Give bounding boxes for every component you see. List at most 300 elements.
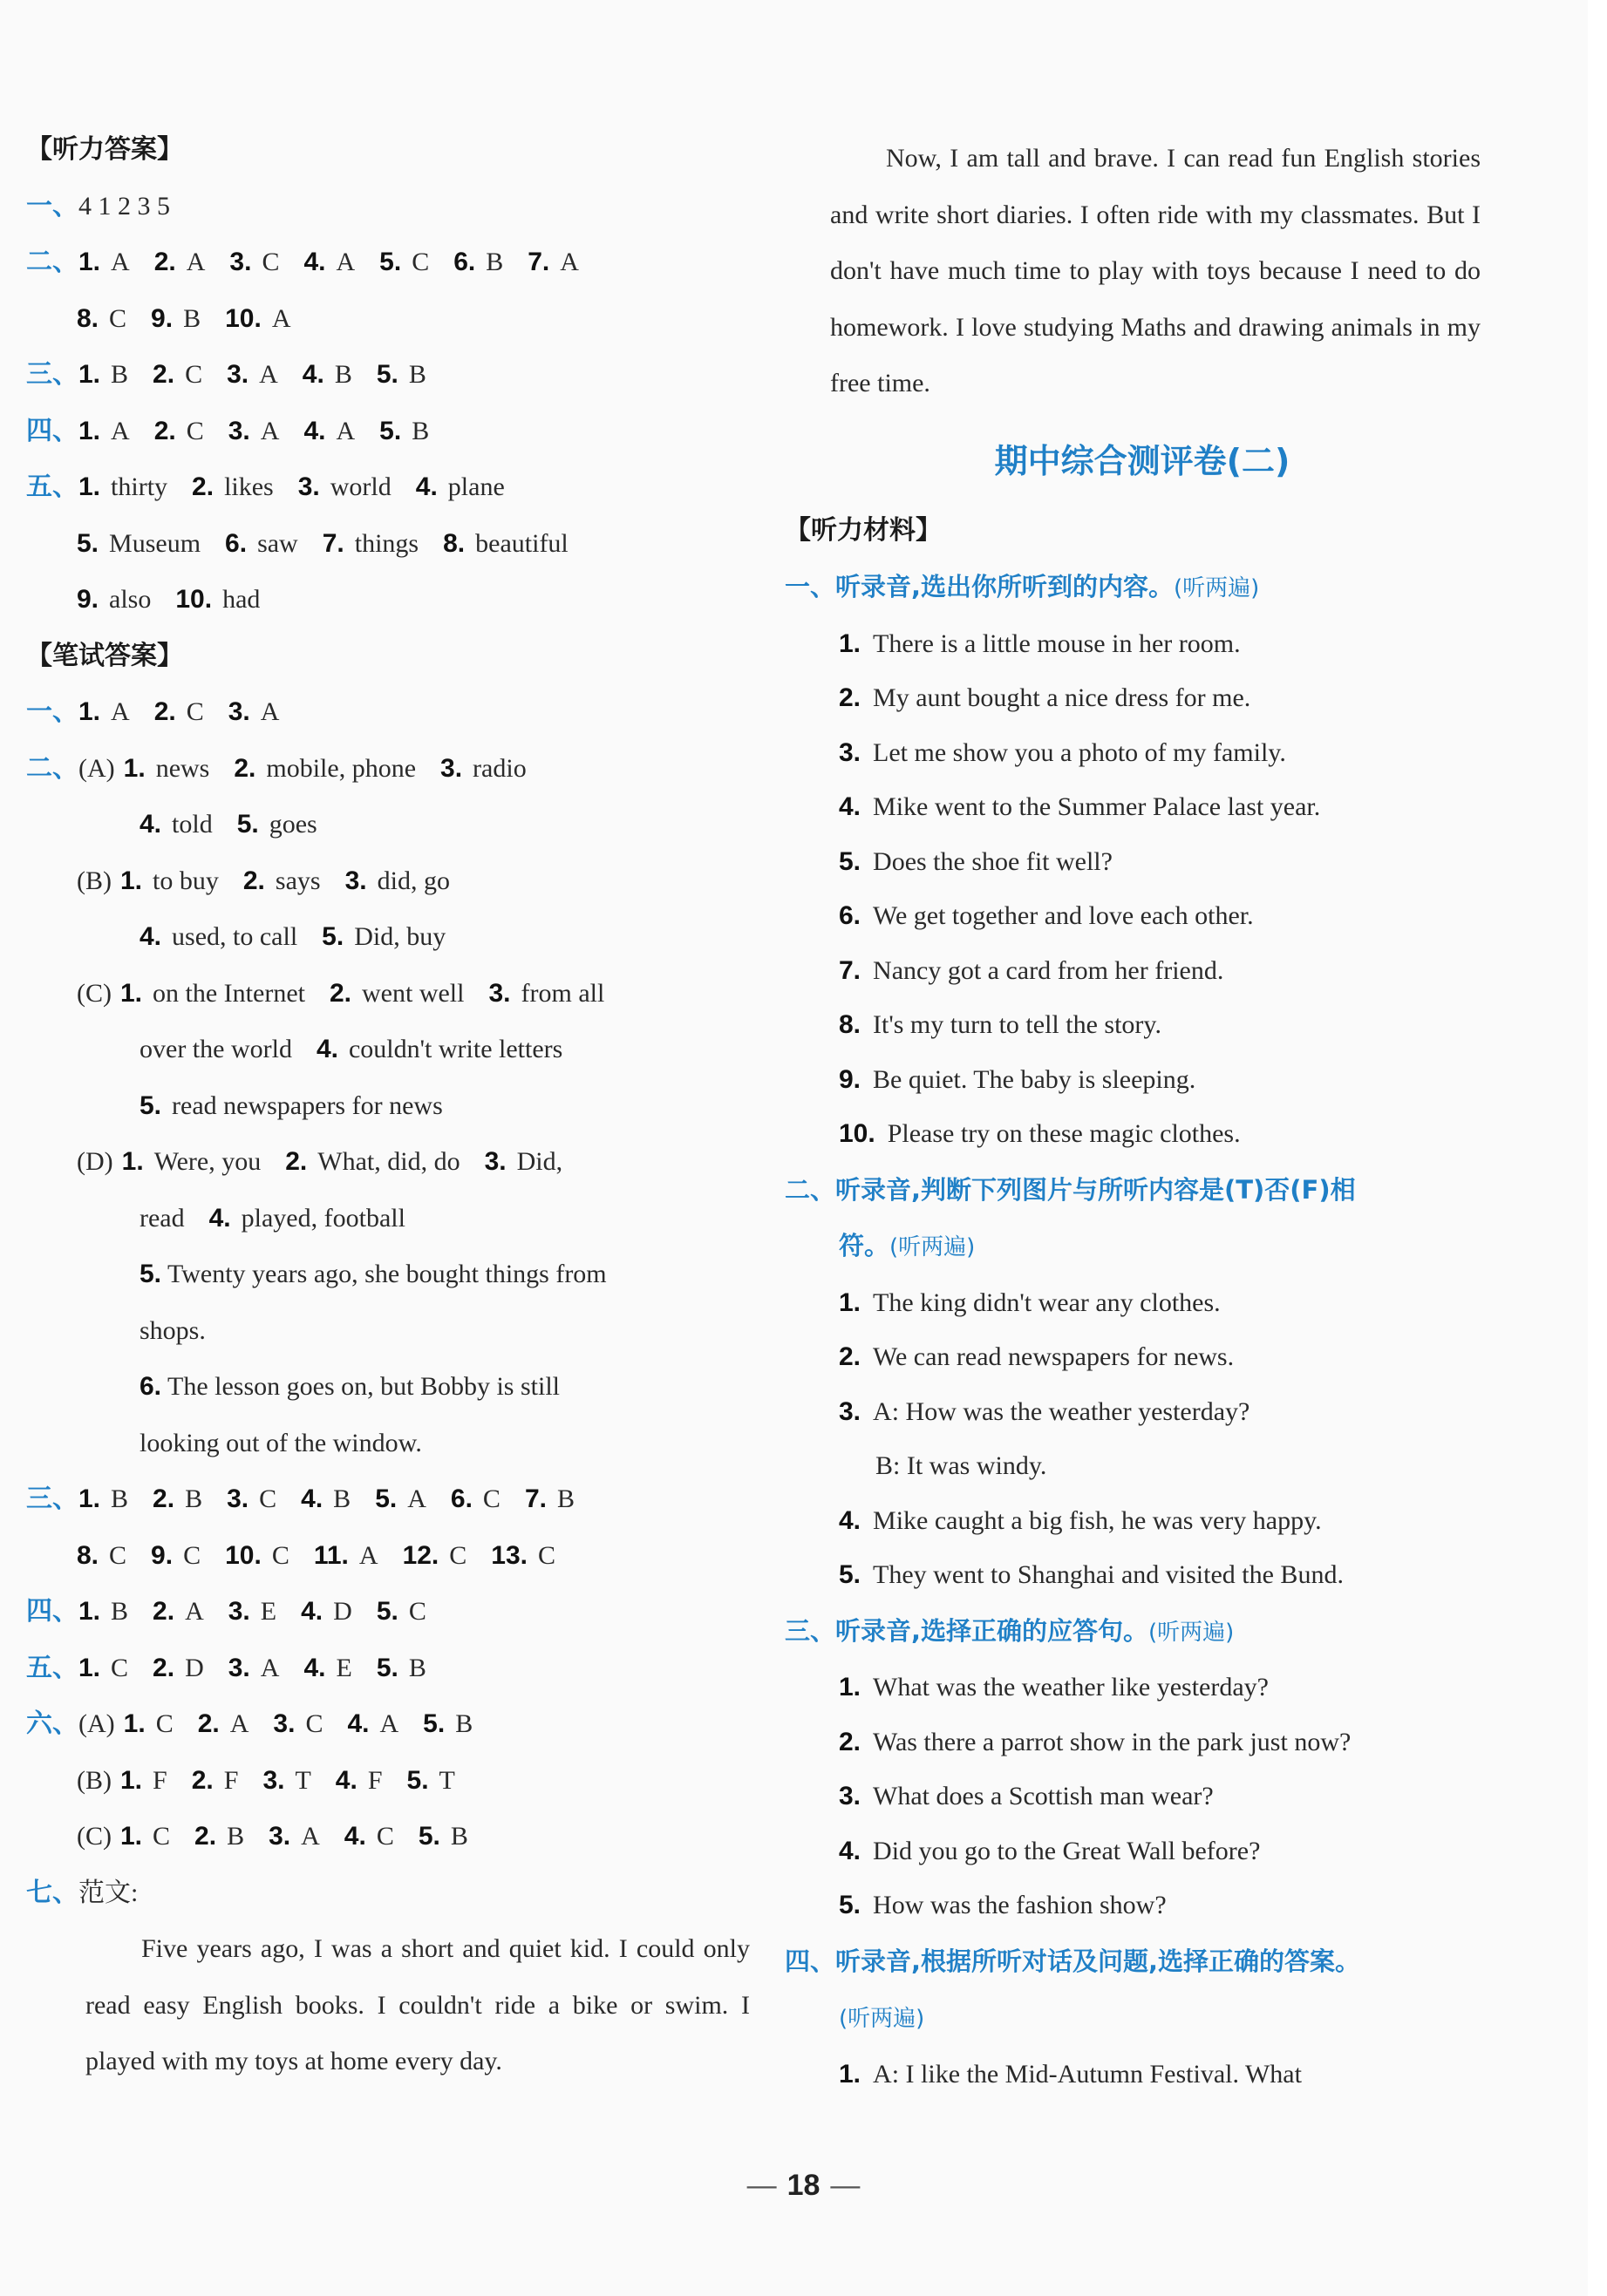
answer-item <box>78 472 167 501</box>
answer-row: 七、范文: <box>26 1877 139 1908</box>
item-answer: radio <box>473 753 527 783</box>
answer-item <box>198 1709 249 1738</box>
item-text: What was the weather like yesterday? <box>873 1673 1269 1702</box>
item-number: 2. <box>194 1822 217 1851</box>
item-number: 2. <box>839 1727 861 1756</box>
answer-row <box>26 684 750 741</box>
answer-item <box>228 1654 280 1682</box>
item-answer: A <box>301 1822 320 1851</box>
item-answer: read newspapers for news <box>172 1090 443 1120</box>
sub-label: (C) <box>77 1822 112 1851</box>
item-number: 3. <box>484 1147 507 1176</box>
item-answer: T <box>295 1765 311 1795</box>
answer-row <box>26 516 750 573</box>
answer-row <box>26 1528 750 1585</box>
answer-item <box>77 529 201 558</box>
item-number: 4. <box>140 922 162 951</box>
question-item <box>785 1385 1500 1440</box>
section-mark: 二、 <box>26 752 78 784</box>
item-number: 10. <box>175 585 213 614</box>
question-heading-cont: (听两遍) <box>839 2006 925 2032</box>
question-item: B: It was windy. <box>875 1451 1047 1480</box>
answer-row <box>26 797 750 853</box>
answer-item <box>228 417 280 445</box>
answer-item <box>440 754 527 783</box>
answer-item <box>140 1091 443 1120</box>
question-item <box>785 726 1500 781</box>
answer-item <box>269 1822 320 1851</box>
answer-item <box>336 1766 383 1795</box>
answer-item <box>153 360 202 389</box>
item-answer: things <box>354 528 419 558</box>
item-number: 2. <box>153 416 176 445</box>
item-text: A: How was the weather yesterday? <box>873 1396 1250 1426</box>
item-number: 2. <box>329 978 351 1008</box>
right-column <box>785 131 1500 2102</box>
item-number: 4. <box>316 1035 338 1063</box>
answer-item <box>303 360 352 389</box>
item-number: 3. <box>228 1653 250 1682</box>
section-mark: 三、 <box>26 359 78 390</box>
item-answer: C <box>186 416 204 445</box>
sub-label: (C) <box>77 978 112 1008</box>
answer-item <box>175 585 260 614</box>
section-mark: 四、 <box>26 1596 78 1627</box>
item-text: Was there a parrot show in the park just now? <box>873 1727 1352 1756</box>
item-number: 7. <box>322 528 344 558</box>
answer-item <box>423 1709 473 1738</box>
question-item <box>785 1276 1500 1331</box>
item-number: 10. <box>225 1540 262 1570</box>
item-answer: beautiful <box>475 528 569 558</box>
answer-item <box>78 417 130 445</box>
sample-essay-paragraph-2: Now, I am tall and brave. I can read fun English stories and write short diaries. I often ride with my classmates. But I don't have much time to play with toys because I need to do homework. I love studying Maths and drawing animals in my free time. <box>830 144 1481 397</box>
item-number: 4. <box>301 1484 323 1513</box>
item-number: 1. <box>78 416 101 445</box>
item-answer: C <box>109 303 127 333</box>
page-edge <box>1588 0 1607 2296</box>
item-answer: A <box>185 1597 204 1626</box>
item-text: Mike caught a big fish, he was very happy. <box>873 1505 1322 1535</box>
item-number: 3. <box>262 1765 285 1795</box>
answer-row <box>26 966 750 1022</box>
listening-answers-heading: 【听力答案】 <box>26 134 183 165</box>
question-heading-cont: 符。(听两遍) <box>839 1231 976 1260</box>
answer-item <box>237 810 317 839</box>
answer-row: 一、4 1 2 3 5 <box>26 190 170 221</box>
item-number: 2. <box>153 360 175 389</box>
item-answer: to buy <box>153 866 219 895</box>
item-answer: E <box>336 1653 352 1682</box>
item-number: 1. <box>78 472 101 501</box>
item-number: 5. <box>839 846 861 876</box>
answer-item <box>78 1484 128 1513</box>
item-number: 9. <box>839 1064 861 1094</box>
item-number: 4. <box>302 360 324 389</box>
answer-item <box>443 529 569 558</box>
item-answer: news <box>155 753 210 783</box>
item-number: 4. <box>344 1822 366 1851</box>
item-answer: likes <box>224 472 274 501</box>
answer-item <box>377 1654 426 1682</box>
item-answer: goes <box>269 810 317 839</box>
page-number: — 18 — <box>746 2169 861 2202</box>
answer-item <box>301 1484 351 1513</box>
item-number: 3. <box>228 416 250 445</box>
question-heading: 二、听录音,判断下列图片与所听内容是(T)否(F)相 <box>785 1174 1356 1205</box>
answer-item <box>77 585 151 614</box>
sample-essay-paragraph-1: Five years ago, I was a short and quiet kid. I could only read easy English books. I couldn't ride a bike or swim. I played with my toys at home every day. <box>85 1934 750 2075</box>
answer-row <box>26 347 750 404</box>
question-heading: 一、听录音,选出你所听到的内容。(听两遍) <box>785 572 1260 601</box>
item-answer: D <box>185 1653 204 1682</box>
question-list <box>785 1276 1500 1440</box>
answer-row <box>26 1696 750 1753</box>
question-item <box>785 835 1500 890</box>
item-number: 5. <box>379 248 402 276</box>
item-number: 2. <box>242 866 265 895</box>
answer-item <box>416 472 505 501</box>
answer-item <box>453 248 503 276</box>
question-item <box>785 1548 1500 1603</box>
item-number: 3. <box>228 1597 250 1626</box>
item-answer: E <box>260 1597 277 1626</box>
answer-item <box>330 979 465 1008</box>
answer-text: read <box>140 1203 185 1233</box>
section-mark: 五、 <box>26 1652 78 1683</box>
answer-row <box>26 1134 750 1191</box>
item-number: 6. <box>453 248 476 276</box>
item-answer: A <box>358 1540 378 1570</box>
item-number: 5. <box>839 1560 861 1589</box>
answer-item <box>194 1822 244 1851</box>
answer-item <box>153 1654 204 1682</box>
item-number: 8. <box>443 528 466 558</box>
answer-item <box>124 754 210 783</box>
item-number: 5. <box>406 1765 429 1795</box>
item-text: There is a little mouse in her room. <box>873 628 1241 658</box>
item-answer: B <box>450 1822 468 1851</box>
item-answer: played, football <box>241 1203 405 1233</box>
item-answer: C <box>155 1709 174 1738</box>
item-number: 5. <box>379 416 402 445</box>
exam-title: 期中综合测评卷(二) <box>994 441 1290 480</box>
item-number: 12. <box>402 1540 439 1570</box>
item-answer: B <box>227 1822 245 1851</box>
item-number: 2. <box>153 697 176 726</box>
item-answer: B <box>486 248 504 276</box>
answer-item <box>379 417 429 445</box>
item-number: 11. <box>313 1540 349 1570</box>
answer-item <box>78 248 130 276</box>
item-number: 4. <box>839 792 861 821</box>
item-answer: C <box>262 248 280 276</box>
item-number: 2. <box>153 248 176 276</box>
item-number: 10. <box>225 303 262 333</box>
item-answer: B <box>111 360 129 389</box>
item-number: 2. <box>197 1709 220 1738</box>
answer-item <box>323 529 419 558</box>
item-answer: mobile, phone <box>266 753 417 783</box>
answer-text: over the world <box>140 1035 292 1063</box>
item-number: 1. <box>120 1822 143 1851</box>
item-number: 9. <box>151 1540 174 1570</box>
answer-item <box>78 1654 128 1682</box>
item-text: They went to Shanghai and visited the Bund. <box>873 1560 1344 1589</box>
item-answer: went well <box>362 978 465 1008</box>
question-item <box>785 617 1500 672</box>
answer-item <box>488 979 604 1008</box>
answer-item <box>153 1484 202 1513</box>
question-item <box>785 889 1500 944</box>
item-answer: B <box>334 360 352 389</box>
answer-item <box>192 472 274 501</box>
item-number: 13. <box>491 1540 528 1570</box>
sub-label: (A) <box>78 753 115 783</box>
item-number: 5. <box>423 1709 446 1738</box>
written-answers-heading: 【笔试答案】 <box>26 640 183 671</box>
answer-row <box>26 234 750 291</box>
item-answer: also <box>109 585 152 614</box>
item-text: Mike went to the Summer Palace last year. <box>873 792 1321 821</box>
answer-item <box>303 417 355 445</box>
item-number: 3. <box>839 1396 861 1426</box>
answer-item <box>485 1147 563 1176</box>
item-number: 5. <box>77 528 99 558</box>
question-item <box>785 1715 1500 1770</box>
question-item <box>785 1770 1500 1824</box>
item-number: 1. <box>839 628 861 658</box>
item-number: 5. <box>376 1653 398 1682</box>
answer-item <box>120 866 219 895</box>
question-heading: 三、听录音,选择正确的应答句。(听两遍) <box>785 1615 1235 1646</box>
item-answer: C <box>538 1540 556 1570</box>
item-answer: A <box>259 360 278 389</box>
item-number: 6. <box>839 901 861 930</box>
item-number: 3. <box>228 697 250 726</box>
answer-item <box>407 1766 455 1795</box>
answer-item <box>317 1035 562 1063</box>
section-mark: 三、 <box>26 1484 78 1514</box>
section-mark: 一、 <box>26 696 78 727</box>
question-list <box>785 617 1500 1162</box>
item-answer: B <box>183 303 201 333</box>
answer-row: 6. The lesson goes on, but Bobby is still <box>140 1372 560 1401</box>
answer-item <box>419 1822 468 1851</box>
item-number: 5. <box>236 810 259 839</box>
answer-row <box>26 741 750 798</box>
answer-item <box>525 1484 575 1513</box>
item-number: 9. <box>77 585 99 614</box>
item-number: 1. <box>123 1709 146 1738</box>
item-answer: had <box>222 585 261 614</box>
answer-item <box>403 1541 467 1570</box>
left-column <box>26 122 750 2090</box>
item-answer: A <box>336 248 356 276</box>
item-number: 2. <box>153 1653 175 1682</box>
item-number: 5. <box>140 1090 162 1120</box>
item-number: 4. <box>839 1505 861 1535</box>
item-answer: What, did, do <box>317 1147 460 1176</box>
item-number: 3. <box>839 737 861 767</box>
item-answer: A <box>560 248 579 276</box>
item-answer: C <box>271 1540 289 1570</box>
answer-item <box>154 697 204 726</box>
answer-item <box>225 304 290 333</box>
answer-item <box>227 1484 276 1513</box>
answer-row <box>26 1078 750 1135</box>
answer-item <box>301 1597 352 1626</box>
item-text: It's my turn to tell the story. <box>873 1010 1161 1039</box>
answer-row: looking out of the window. <box>140 1428 422 1457</box>
item-number: 9. <box>151 303 174 333</box>
item-number: 8. <box>77 303 99 333</box>
answer-item <box>120 1766 167 1795</box>
question-item <box>785 944 1500 999</box>
item-answer: A <box>111 416 130 445</box>
question-heading: 四、听录音,根据所听对话及问题,选择正确的答案。 <box>785 1946 1361 1976</box>
item-number: 4. <box>303 1653 326 1682</box>
item-answer: C <box>449 1540 467 1570</box>
answer-item <box>234 754 416 783</box>
answer-item <box>379 248 429 276</box>
item-answer: from all <box>521 978 605 1008</box>
answer-item <box>209 1204 405 1233</box>
item-number: 1. <box>121 1147 144 1176</box>
question-item <box>785 780 1500 835</box>
section-mark: 五、 <box>26 472 78 502</box>
item-number: 6. <box>225 528 248 558</box>
item-number: 1. <box>78 360 101 389</box>
item-number: 4. <box>839 1836 861 1865</box>
item-answer: F <box>153 1765 167 1795</box>
item-number: 2. <box>234 753 256 783</box>
answer-item <box>227 360 278 389</box>
item-number: 1. <box>120 978 143 1008</box>
answer-item <box>345 866 450 895</box>
answer-item <box>225 1541 289 1570</box>
item-answer: A <box>260 1653 280 1682</box>
item-number: 8. <box>77 1540 99 1570</box>
item-answer: B <box>111 1484 129 1513</box>
item-answer: C <box>482 1484 500 1513</box>
item-answer: D <box>333 1597 352 1626</box>
question-list <box>785 1661 1500 1933</box>
answer-item <box>140 922 297 951</box>
item-text: Does the shoe fit well? <box>873 846 1113 876</box>
answer-item <box>375 1484 426 1513</box>
item-number: 2. <box>839 1342 861 1371</box>
answer-item <box>528 248 579 276</box>
item-number: 4. <box>303 248 326 276</box>
item-answer: C <box>111 1653 129 1682</box>
question-item <box>785 1053 1500 1108</box>
sub-label: (A) <box>78 1709 115 1738</box>
item-answer: Did, buy <box>354 922 446 951</box>
item-number: 3. <box>297 472 320 501</box>
item-number: 1. <box>78 1597 101 1626</box>
item-number: 1. <box>120 1765 143 1795</box>
answer-item <box>154 417 204 445</box>
answer-item <box>243 866 321 895</box>
answer-item <box>228 1597 276 1626</box>
item-number: 1. <box>123 753 146 783</box>
answer-row <box>26 404 750 460</box>
item-number: 3. <box>229 248 252 276</box>
item-answer: Were, you <box>153 1147 262 1176</box>
answer-item <box>303 248 355 276</box>
item-number: 4. <box>208 1203 231 1233</box>
item-text: Please try on these magic clothes. <box>887 1119 1241 1148</box>
answer-item <box>153 1597 204 1626</box>
item-number: 1. <box>839 1673 861 1702</box>
sub-label: (B) <box>77 866 112 895</box>
answer-item <box>228 697 280 726</box>
item-answer: B <box>556 1484 575 1513</box>
question-item <box>785 1824 1500 1879</box>
question-item <box>785 1330 1500 1385</box>
item-answer: A <box>111 697 130 726</box>
item-number: 2. <box>153 1597 175 1626</box>
item-number: 4. <box>347 1709 370 1738</box>
answer-item <box>151 1541 201 1570</box>
item-number: 5. <box>322 922 344 951</box>
item-answer: A <box>379 1709 399 1738</box>
item-answer: thirty <box>111 472 168 501</box>
item-text: We get together and love each other. <box>873 901 1254 930</box>
item-number: 1. <box>120 866 143 895</box>
answer-item <box>122 1147 262 1176</box>
answer-row <box>26 1640 750 1697</box>
item-answer: A <box>229 1709 249 1738</box>
answer-item <box>347 1709 398 1738</box>
answer-row <box>26 853 750 910</box>
item-number: 2. <box>191 1765 214 1795</box>
item-answer: A <box>260 697 280 726</box>
item-number: 5. <box>418 1822 440 1851</box>
item-number: 10. <box>839 1119 875 1148</box>
item-number: 5. <box>376 360 398 389</box>
item-answer: B <box>455 1709 473 1738</box>
item-number: 7. <box>839 955 861 985</box>
answer-item <box>344 1822 394 1851</box>
item-answer: on the Internet <box>153 978 305 1008</box>
item-number: 4. <box>303 416 326 445</box>
item-text: The king didn't wear any clothes. <box>873 1287 1221 1317</box>
answer-item <box>229 248 279 276</box>
item-answer: world <box>330 472 392 501</box>
item-number: 1. <box>78 248 101 276</box>
item-number: 8. <box>839 1010 861 1039</box>
item-number: 3. <box>269 1822 291 1851</box>
answer-item <box>451 1484 500 1513</box>
answer-row: shops. <box>140 1315 206 1345</box>
answer-item <box>78 360 128 389</box>
item-answer: C <box>153 1822 171 1851</box>
item-answer: A <box>271 303 291 333</box>
item-answer: C <box>259 1484 277 1513</box>
question-item <box>785 1661 1500 1715</box>
item-number: 3. <box>227 360 249 389</box>
item-answer: couldn't write letters <box>348 1035 563 1063</box>
item-answer: B <box>412 416 430 445</box>
item-number: 6. <box>450 1484 473 1513</box>
item-answer: saw <box>257 528 298 558</box>
answer-row <box>26 1584 750 1640</box>
item-answer: C <box>376 1822 394 1851</box>
item-text: Did you go to the Great Wall before? <box>873 1836 1261 1865</box>
item-answer: A <box>407 1484 426 1513</box>
